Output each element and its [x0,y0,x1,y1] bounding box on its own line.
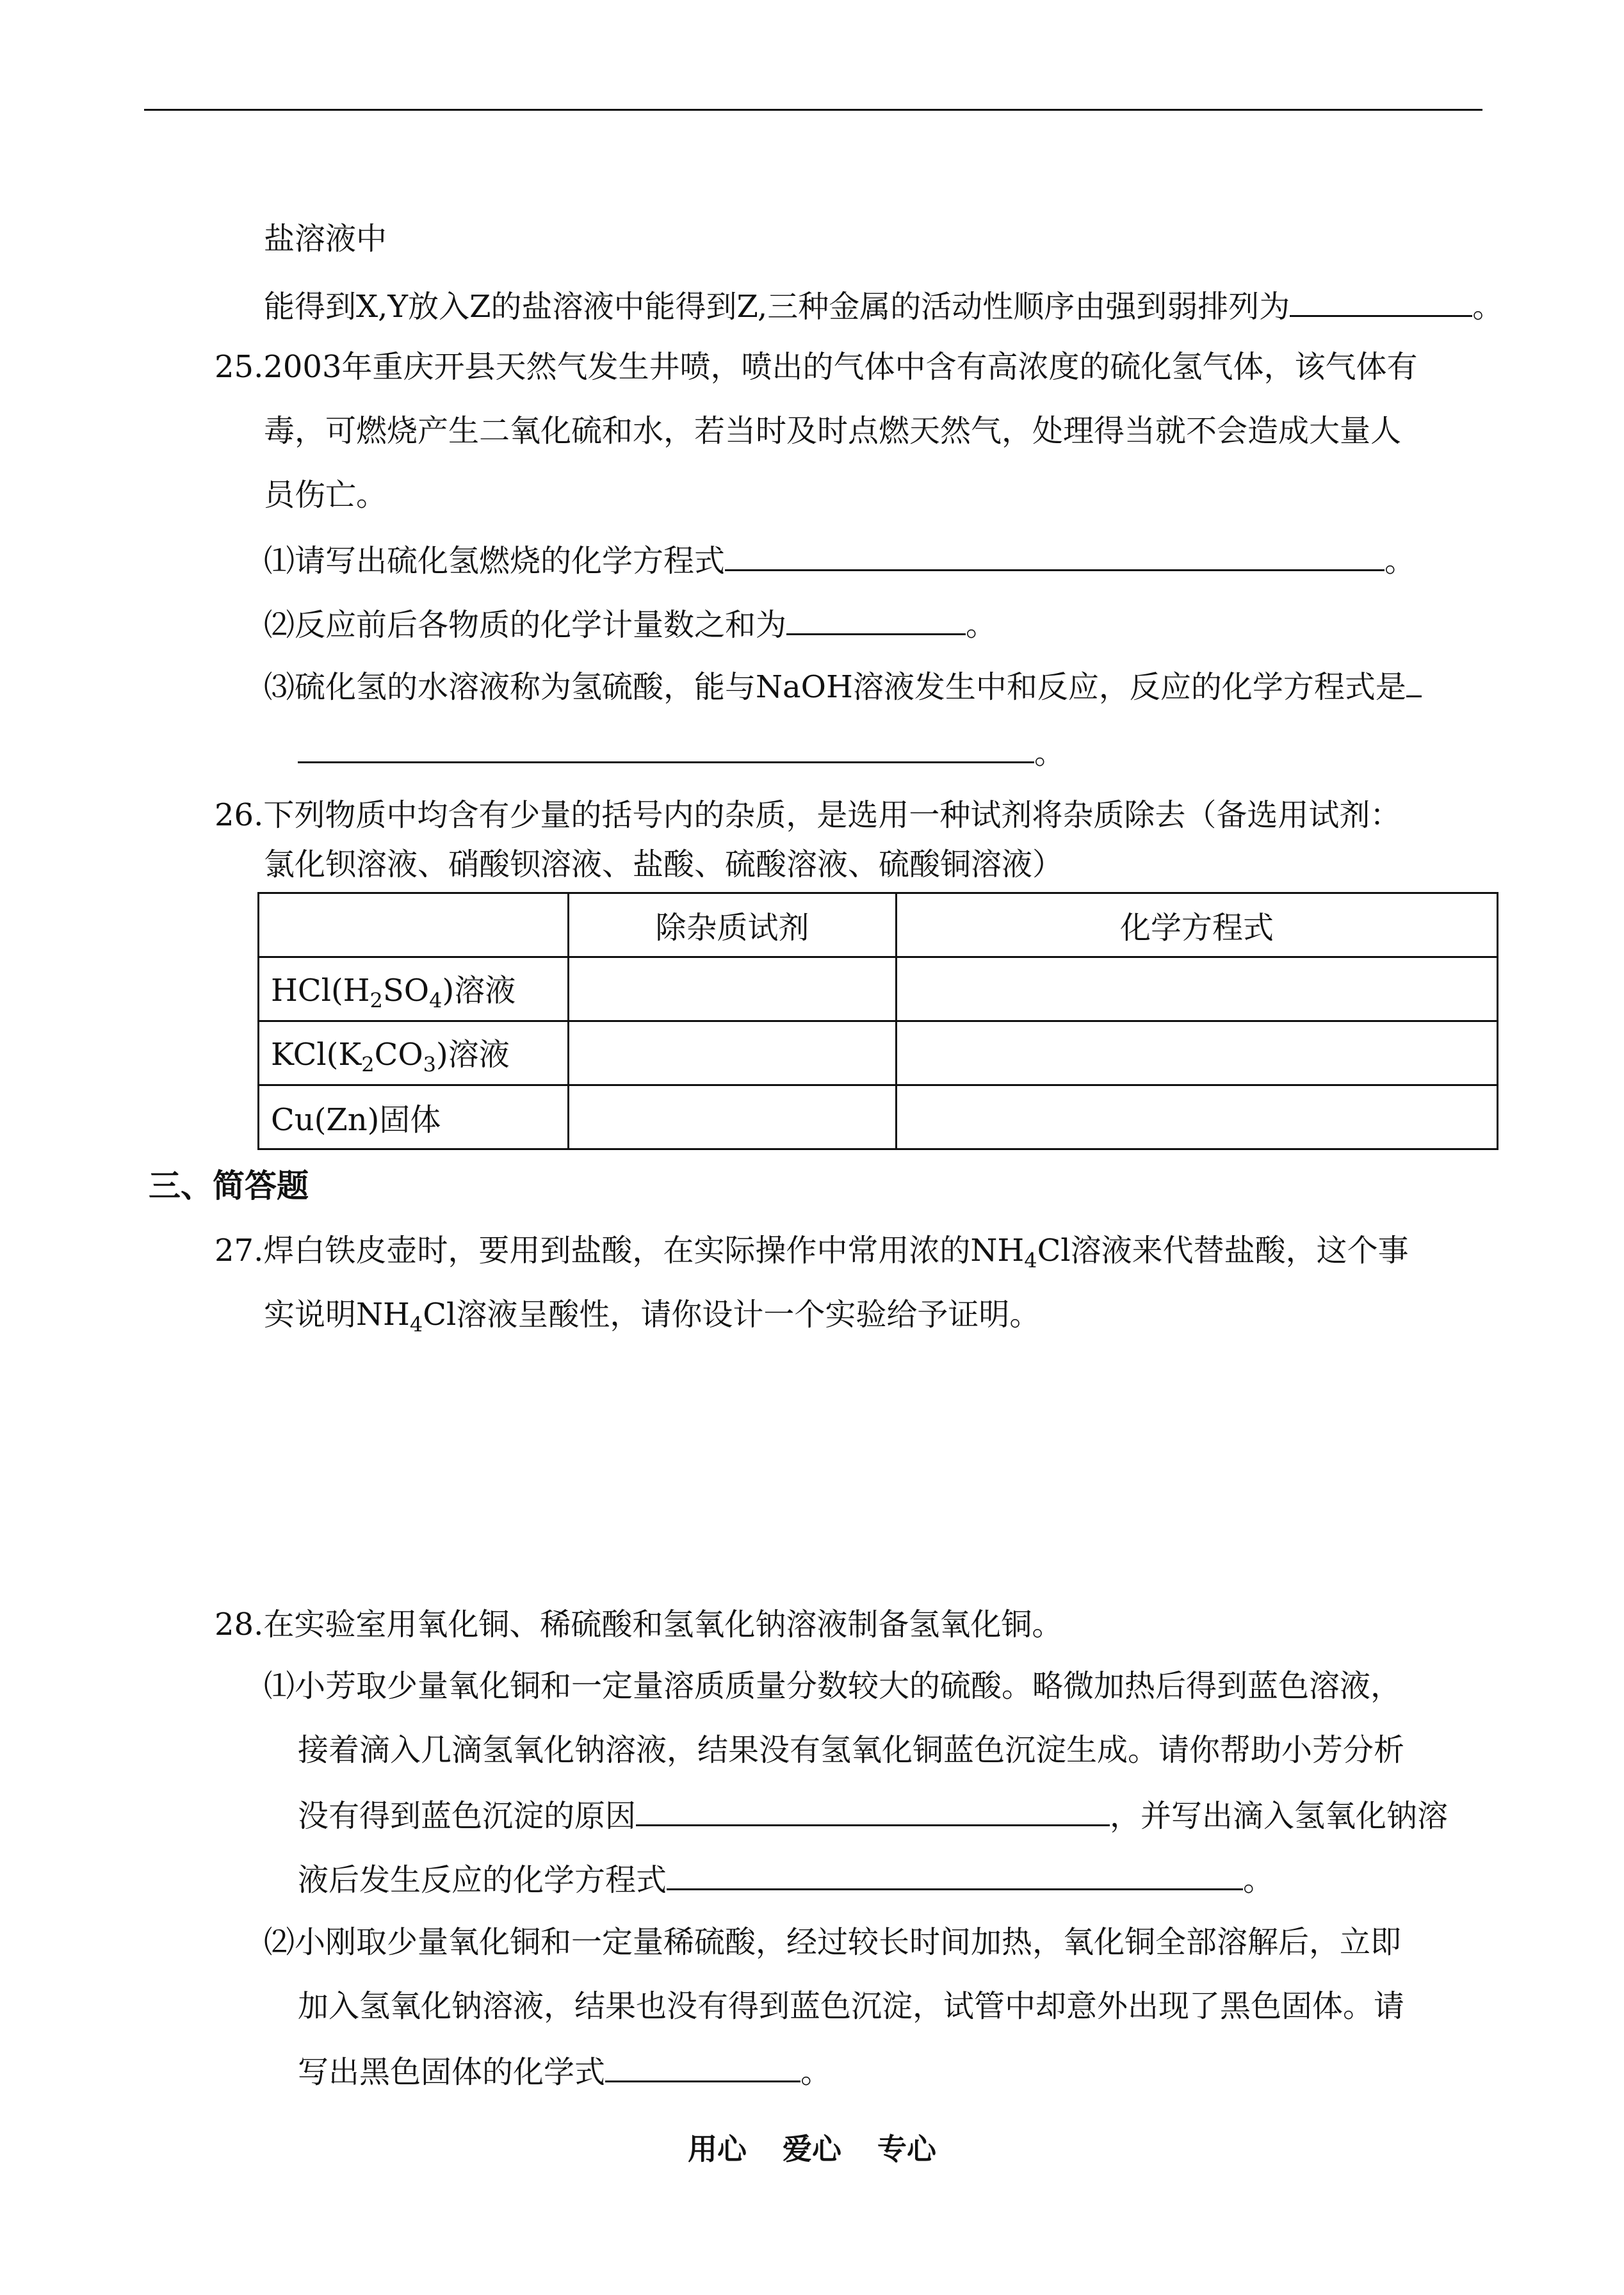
q28-p1-line1: ⑴小芳取少量氧化铜和一定量溶质质量分数较大的硫酸。略微加热后得到蓝色溶液， [264,1668,1402,1704]
question-number: 25. [215,349,264,385]
equation-answer-cell[interactable] [897,1021,1498,1085]
equation-answer-cell[interactable] [897,957,1498,1021]
substance-cell: $HCl(H_2SO_4)$溶液 [259,957,569,1021]
q28-p1-line4: 液后发生反应的化学方程式 。 [298,1859,1274,1899]
answer-blank[interactable] [605,2051,800,2082]
answer-blank[interactable] [786,604,966,635]
q24-line2: 能得到X,Y放入Z的盐溶液中能得到Z,三种金属的活动性顺序由强到弱排列为 。 [264,286,1503,326]
q28-p2-line1: ⑵小刚取少量氧化铜和一定量稀硫酸，经过较长时间加热，氧化铜全部溶解后，立即 [264,1924,1402,1960]
answer-blank[interactable] [667,1859,1243,1890]
answer-blank[interactable] [1406,666,1422,697]
q26-line1: 26.下列物质中均含有少量的括号内的杂质，是选用一种试剂将杂质除去（备选用试剂： [215,797,1401,833]
table-header: 化学方程式 [897,893,1498,957]
question-number: 26. [215,797,264,833]
reagent-answer-cell[interactable] [569,957,897,1021]
q28-p2-line2: 加入氢氧化钠溶液，结果也没有得到蓝色沉淀，试管中却意外出现了黑色固体。请 [298,1988,1405,2024]
table-row [259,957,1498,1021]
answer-blank[interactable] [298,732,1034,763]
substance-cell: Cu(Zn)固体 [259,1085,569,1149]
q25-line2: 毒，可燃烧产生二氧化硫和水，若当时及时点燃天然气，处理得当就不会造成大量人 [264,413,1402,449]
question-number: 27. [215,1233,264,1269]
q25-sub3-cont: 。 [298,732,1065,772]
question-number: 28. [215,1607,264,1642]
q28-p1-line3: 没有得到蓝色沉淀的原因 ，并写出滴入氢氧化钠溶 [298,1795,1448,1835]
header-rule [144,109,1482,111]
answer-blank[interactable] [1290,286,1472,317]
q28-p1-line2: 接着滴入几滴氢氧化钠溶液，结果没有氢氧化铜蓝色沉淀生成。请你帮助小芳分析 [298,1732,1405,1768]
q25-line1: 25.2003年重庆开县天然气发生井喷，喷出的气体中含有高浓度的硫化氢气体，该气体有 [215,349,1418,385]
q27-line1: 27.焊白铁皮壶时，要用到盐酸，在实际操作中常用浓的$NH_4Cl$溶液来代替盐酸，这个事 [215,1233,1409,1273]
reagent-table [257,892,1498,1150]
reagent-answer-cell[interactable] [569,1085,897,1149]
q25-sub1: ⑴请写出硫化氢燃烧的化学方程式 。 [264,540,1415,580]
answer-blank[interactable] [725,540,1384,571]
page-footer: 用心 爱心 专心 [687,2132,937,2166]
table-row [259,1085,1498,1149]
reagent-answer-cell[interactable] [569,1021,897,1085]
q24-line1: 盐溶液中 [264,221,387,257]
table-row [259,1021,1498,1085]
table-header-row [259,893,1498,957]
table-header: 除杂质试剂 [569,893,897,957]
q28-p2-line3: 写出黑色固体的化学式 。 [298,2051,831,2091]
q25-sub2: ⑵反应前后各物质的化学计量数之和为 。 [264,604,996,644]
equation-answer-cell[interactable] [897,1085,1498,1149]
q27-line2: 实说明$NH_4Cl$溶液呈酸性，请你设计一个实验给予证明。 [264,1297,1041,1337]
q25-sub3: ⑶硫化氢的水溶液称为氢硫酸，能与NaOH溶液发生中和反应，反应的化学方程式是 [264,666,1422,706]
q26-line2: 氯化钡溶液、硝酸钡溶液、盐酸、硫酸溶液、硫酸铜溶液） [264,847,1064,882]
q25-line3: 员伤亡。 [264,477,387,513]
section-title: 三、简答题 [149,1167,309,1204]
table-header [259,893,569,957]
q28-line1: 28.在实验室用氧化铜、稀硫酸和氢氧化钠溶液制备氢氧化铜。 [215,1607,1063,1642]
substance-cell: $KCl(K_2CO_3)$溶液 [259,1021,569,1085]
answer-blank[interactable] [636,1795,1110,1826]
